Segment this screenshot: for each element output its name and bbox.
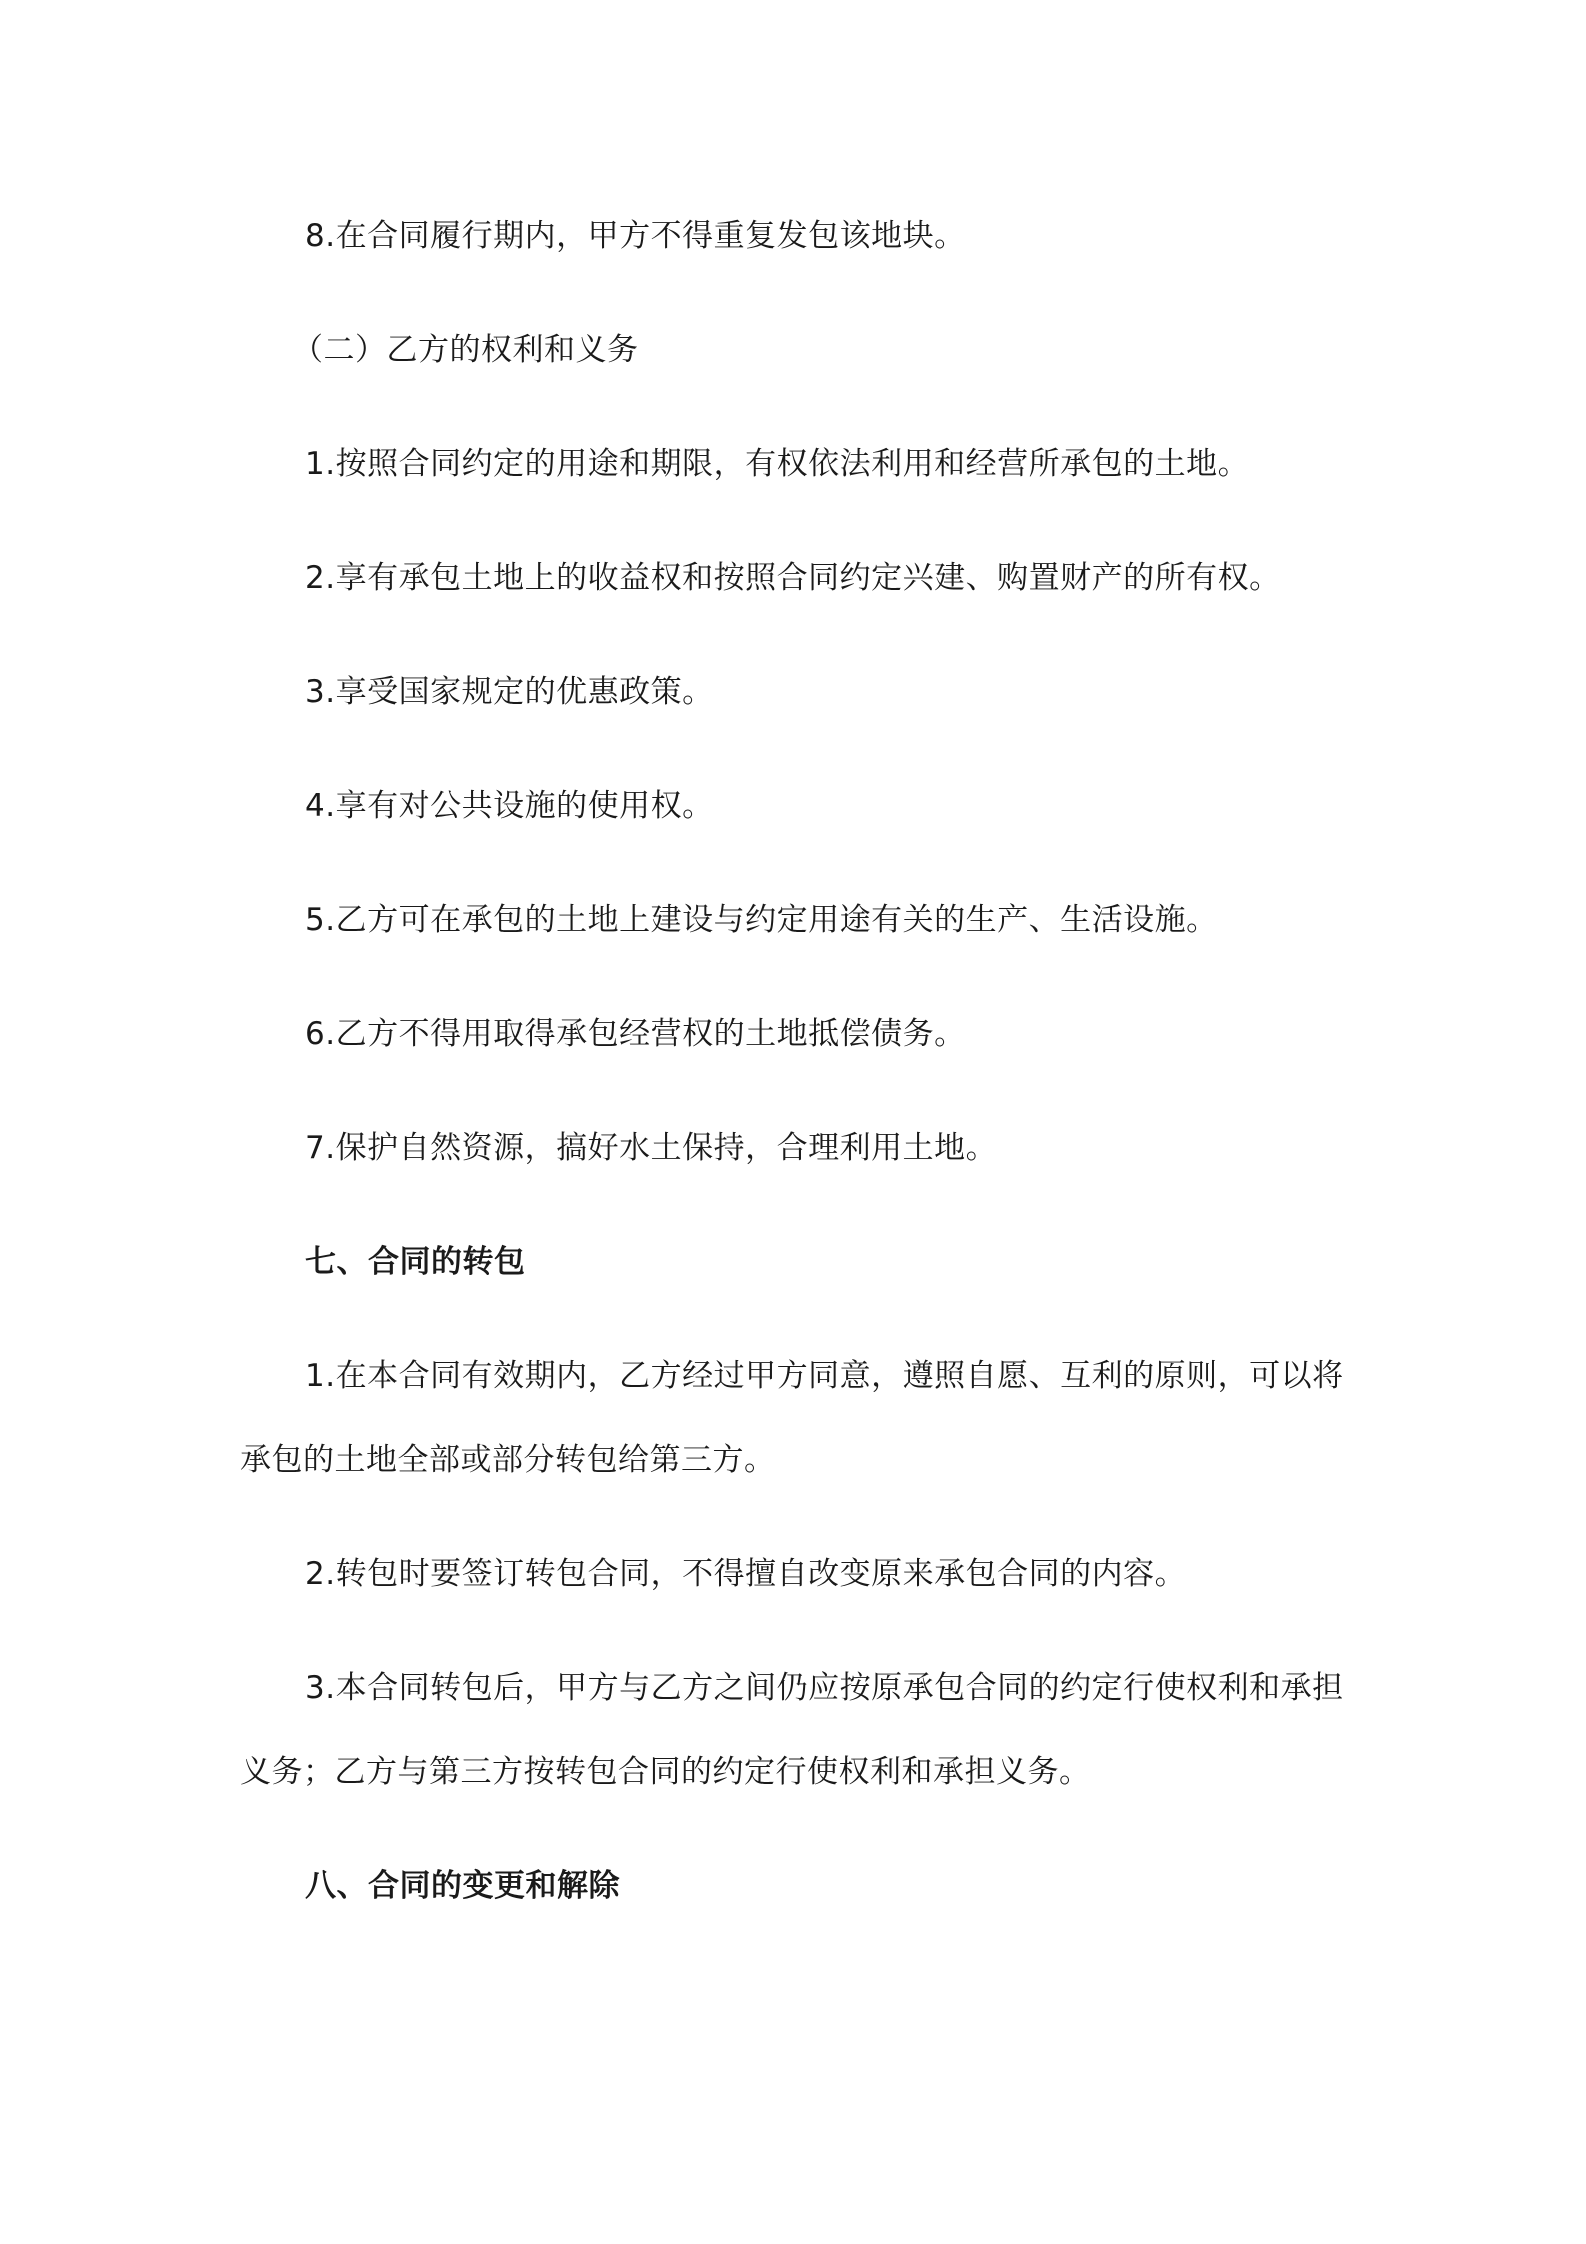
- paragraph-obligation-8: 8.在合同履行期内，甲方不得重复发包该地块。: [305, 218, 966, 254]
- paragraph-right-4: 4.享有对公共设施的使用权。: [305, 788, 714, 824]
- paragraph-right-3: 3.享受国家规定的优惠政策。: [305, 674, 714, 710]
- paragraph-subcontract-1-line-1: 1.在本合同有效期内，乙方经过甲方同意，遵照自愿、互利的原则，可以将: [305, 1358, 1344, 1394]
- paragraph-right-1: 1.按照合同约定的用途和期限，有权依法利用和经营所承包的土地。: [305, 446, 1250, 482]
- paragraph-right-2: 2.享有承包土地上的收益权和按照合同约定兴建、购置财产的所有权。: [305, 560, 1281, 596]
- paragraph-subcontract-1-line-2: 承包的土地全部或部分转包给第三方。: [240, 1442, 776, 1478]
- section-heading-subcontract: 七、合同的转包: [305, 1244, 526, 1280]
- paragraph-subcontract-3-line-1: 3.本合同转包后，甲方与乙方之间仍应按原承包合同的约定行使权利和承担: [305, 1670, 1344, 1706]
- paragraph-subcontract-2: 2.转包时要签订转包合同，不得擅自改变原来承包合同的内容。: [305, 1556, 1187, 1592]
- paragraph-subcontract-3-line-2: 义务；乙方与第三方按转包合同的约定行使权利和承担义务。: [240, 1754, 1091, 1790]
- section-heading-change-termination: 八、合同的变更和解除: [305, 1868, 620, 1904]
- paragraph-right-7: 7.保护自然资源，搞好水土保持，合理利用土地。: [305, 1130, 998, 1166]
- paragraph-right-6: 6.乙方不得用取得承包经营权的土地抵偿债务。: [305, 1016, 966, 1052]
- section-heading-party-b-rights: （二）乙方的权利和义务: [292, 332, 639, 368]
- paragraph-right-5: 5.乙方可在承包的土地上建设与约定用途有关的生产、生活设施。: [305, 902, 1218, 938]
